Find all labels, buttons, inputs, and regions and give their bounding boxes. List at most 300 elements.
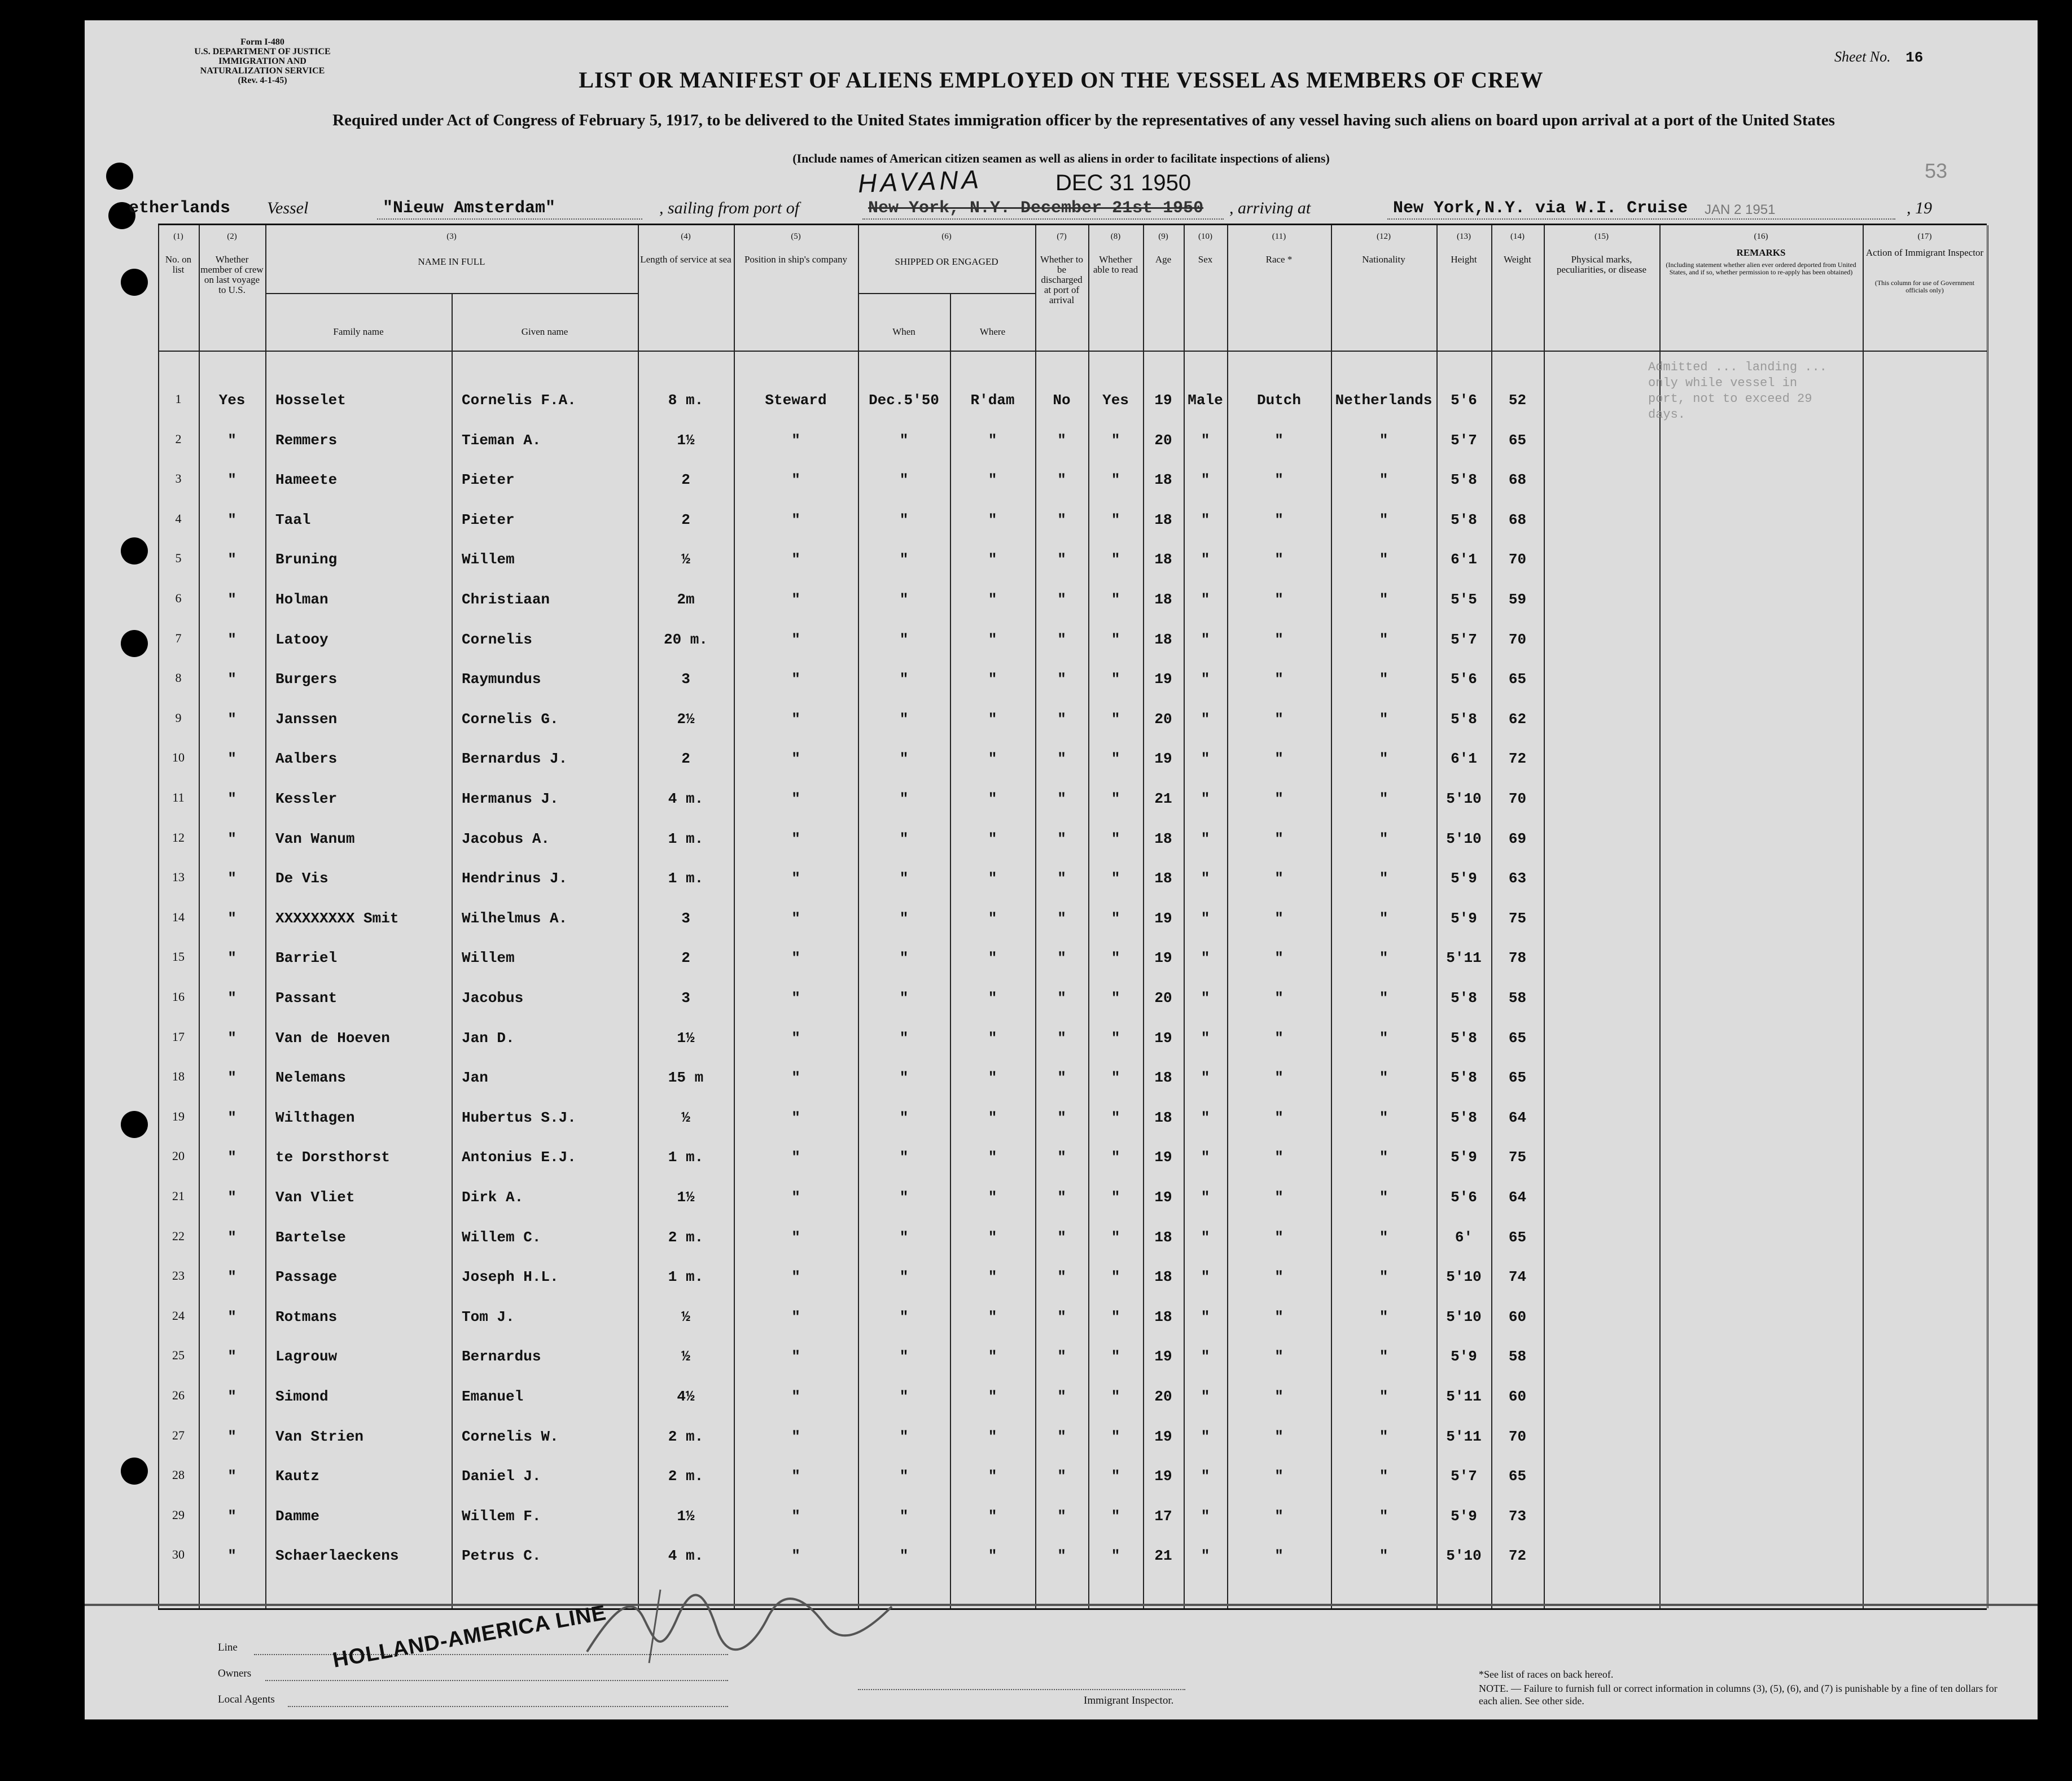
cell-when: " <box>899 631 909 648</box>
cell-discharged: " <box>1057 1268 1066 1286</box>
cell-sex: Male <box>1188 392 1223 409</box>
cell-position: " <box>791 1268 800 1286</box>
cell-when: " <box>899 1109 909 1126</box>
cell-n: 21 <box>172 1189 185 1203</box>
cell-n: 18 <box>172 1069 185 1084</box>
cell-prev: " <box>227 1109 236 1126</box>
cell-family: Bruning <box>275 551 338 568</box>
subheader-divider <box>858 293 1035 294</box>
cell-given: Dirk A. <box>462 1189 524 1206</box>
cell-read: " <box>1111 1228 1120 1246</box>
cell-given: Emanuel <box>462 1388 524 1405</box>
cell-nationality: " <box>1379 551 1388 568</box>
cell-when: " <box>899 1468 909 1485</box>
cell-n: 7 <box>175 631 182 645</box>
cell-weight: 75 <box>1508 1149 1527 1166</box>
cell-height: 5'5 <box>1451 591 1477 608</box>
cell-when: " <box>899 551 909 568</box>
cell-discharged: " <box>1057 1348 1066 1366</box>
cell-read: Yes <box>1102 392 1129 409</box>
cell-position: " <box>791 1228 800 1246</box>
cell-where: " <box>988 710 997 728</box>
cell-read: " <box>1111 471 1120 489</box>
cell-nationality: " <box>1379 990 1388 1007</box>
table-row <box>158 1309 1987 1331</box>
cell-weight: 70 <box>1508 1428 1527 1445</box>
cell-age: 18 <box>1154 591 1172 608</box>
cell-discharged: " <box>1057 471 1066 489</box>
cell-discharged: " <box>1057 1308 1066 1325</box>
cell-given: Daniel J. <box>462 1468 541 1485</box>
cell-height: 6' <box>1455 1228 1473 1246</box>
cell-family: Hameete <box>275 471 338 489</box>
cell-weight: 65 <box>1508 671 1527 688</box>
cell-height: 5'9 <box>1451 870 1477 887</box>
vessel-label: Vessel <box>267 199 309 217</box>
cell-when: " <box>899 1507 909 1525</box>
table-row <box>158 750 1987 773</box>
cell-where: " <box>988 909 997 927</box>
cell-sex: " <box>1201 671 1210 688</box>
cell-sex: " <box>1201 710 1210 728</box>
table-row <box>158 591 1987 614</box>
cell-height: 5'10 <box>1446 830 1482 847</box>
cell-position: " <box>791 949 800 967</box>
cell-race: " <box>1274 431 1283 449</box>
cell-where: R'dam <box>970 392 1015 409</box>
table-row <box>158 631 1987 654</box>
cell-given: Tom J. <box>462 1308 515 1325</box>
cell-age: 19 <box>1154 1468 1172 1485</box>
cell-given: Tieman A. <box>462 431 541 449</box>
cell-sex: " <box>1201 1468 1210 1485</box>
cell-sex: " <box>1201 1109 1210 1126</box>
cell-weight: 65 <box>1508 1029 1527 1047</box>
cell-read: " <box>1111 1428 1120 1445</box>
header-divider <box>158 351 1987 352</box>
cell-read: " <box>1111 511 1120 528</box>
cell-nationality: " <box>1379 431 1388 449</box>
column-header-c11: Race * <box>1265 254 1293 265</box>
cell-weight: 58 <box>1508 1348 1527 1366</box>
cell-height: 5'9 <box>1451 909 1477 927</box>
column-number-c9: (9) <box>1158 232 1168 241</box>
column-header-c16: REMARKS <box>1736 247 1786 258</box>
cell-sex: " <box>1201 431 1210 449</box>
year-label: , 19 <box>1907 199 1932 217</box>
cell-position: " <box>791 830 800 847</box>
cell-family: XXXXXXXXX Smit <box>275 909 399 927</box>
cell-read: " <box>1111 710 1120 728</box>
cell-discharged: " <box>1057 1228 1066 1246</box>
column-subheader-c6-where: Where <box>979 326 1006 337</box>
cell-discharged: " <box>1057 830 1066 847</box>
cell-height: 5'10 <box>1446 1547 1482 1565</box>
cell-n: 3 <box>175 471 182 486</box>
cell-prev: " <box>227 431 236 449</box>
cell-nationality: " <box>1379 1507 1388 1525</box>
cell-sex: " <box>1201 1149 1210 1166</box>
cell-service: 1 m. <box>668 870 704 887</box>
vessel-flag: etherlands <box>129 199 231 218</box>
column-number-c12: (12) <box>1377 232 1391 241</box>
page-title: LIST OR MANIFEST OF ALIENS EMPLOYED ON THE VESSEL AS MEMBERS OF CREW <box>579 67 1544 93</box>
cell-n: 9 <box>175 710 182 725</box>
table-row <box>158 1268 1987 1291</box>
cell-height: 5'9 <box>1451 1348 1477 1366</box>
cell-n: 2 <box>175 431 182 446</box>
cell-position: " <box>791 551 800 568</box>
cell-when: Dec.5'50 <box>869 392 939 409</box>
cell-position: " <box>791 1109 800 1126</box>
arriving-port: New York,N.Y. via W.I. Cruise <box>1393 199 1688 218</box>
cell-nationality: " <box>1379 1268 1388 1286</box>
cell-given: Cornelis F.A. <box>462 392 576 409</box>
cell-nationality: " <box>1379 909 1388 927</box>
cell-sex: " <box>1201 830 1210 847</box>
cell-when: " <box>899 790 909 807</box>
cell-family: Remmers <box>275 431 338 449</box>
column-header-c9: Age <box>1155 254 1172 265</box>
cell-race: " <box>1274 790 1283 807</box>
cell-given: Willem <box>462 551 515 568</box>
cell-family: Kessler <box>275 790 338 807</box>
cell-sex: " <box>1201 1228 1210 1246</box>
cell-where: " <box>988 1189 997 1206</box>
cell-where: " <box>988 1228 997 1246</box>
cell-height: 5'7 <box>1451 631 1477 648</box>
table-row <box>158 1030 1987 1052</box>
cell-sex: " <box>1201 870 1210 887</box>
cell-nationality: " <box>1379 1428 1388 1445</box>
cell-height: 5'10 <box>1446 790 1482 807</box>
cell-read: " <box>1111 1069 1120 1087</box>
cell-height: 5'8 <box>1451 471 1477 489</box>
cell-height: 5'8 <box>1451 511 1477 528</box>
cell-race: " <box>1274 1308 1283 1325</box>
cell-read: " <box>1111 949 1120 967</box>
table-row <box>158 790 1987 813</box>
cell-position: " <box>791 1189 800 1206</box>
cell-given: Jacobus <box>462 990 524 1007</box>
cell-n: 17 <box>172 1029 185 1044</box>
column-header-c12: Nationality <box>1362 254 1405 265</box>
column-header-c15: Physical marks, peculiarities, or disease <box>1556 254 1647 275</box>
cell-nationality: " <box>1379 1348 1388 1366</box>
cell-given: Christiaan <box>462 591 550 608</box>
cell-read: " <box>1111 1149 1120 1166</box>
cell-age: 19 <box>1154 750 1172 768</box>
cell-service: 3 <box>681 671 690 688</box>
service-name: IMMIGRATION AND NATURALIZATION SERVICE <box>200 56 325 76</box>
cell-prev: " <box>227 591 236 608</box>
cell-position: Steward <box>765 392 827 409</box>
cell-weight: 63 <box>1508 870 1527 887</box>
cell-read: " <box>1111 1547 1120 1565</box>
cell-when: " <box>899 1348 909 1366</box>
cell-family: Van Strien <box>275 1428 364 1445</box>
cell-race: " <box>1274 1468 1283 1485</box>
sheet-label: Sheet No. <box>1834 49 1891 65</box>
cell-n: 20 <box>172 1149 185 1163</box>
handwritten-port: HAVANA <box>857 164 983 198</box>
cell-service: 3 <box>681 909 690 927</box>
cell-prev: " <box>227 671 236 688</box>
cell-read: " <box>1111 551 1120 568</box>
cell-n: 14 <box>172 909 185 924</box>
sailing-port: New York, N.Y. December 21st 1950 <box>868 199 1204 218</box>
cell-given: Raymundus <box>462 671 541 688</box>
cell-age: 20 <box>1154 710 1172 728</box>
cell-family: te Dorsthorst <box>275 1149 390 1166</box>
cell-given: Joseph H.L. <box>462 1268 559 1286</box>
cell-where: " <box>988 949 997 967</box>
cell-race: " <box>1274 471 1283 489</box>
cell-prev: " <box>227 1348 236 1366</box>
cell-read: " <box>1111 1029 1120 1047</box>
cell-discharged: " <box>1057 750 1066 768</box>
cell-age: 21 <box>1154 790 1172 807</box>
cell-given: Pieter <box>462 471 515 489</box>
cell-n: 15 <box>172 949 185 964</box>
cell-position: " <box>791 750 800 768</box>
cell-nationality: " <box>1379 1109 1388 1126</box>
cell-weight: 73 <box>1508 1507 1527 1525</box>
column-header-c10: Sex <box>1198 254 1213 265</box>
cell-prev: " <box>227 511 236 528</box>
cell-service: ½ <box>681 1109 690 1126</box>
cell-service: 1½ <box>677 431 695 449</box>
cell-when: " <box>899 710 909 728</box>
cell-service: 4 m. <box>668 790 704 807</box>
cell-race: " <box>1274 1109 1283 1126</box>
cell-nationality: " <box>1379 1228 1388 1246</box>
cell-n: 16 <box>172 990 185 1004</box>
cell-age: 18 <box>1154 870 1172 887</box>
column-header-c5: Position in ship's company <box>744 254 848 265</box>
cell-given: Bernardus <box>462 1348 541 1366</box>
cell-race: " <box>1274 671 1283 688</box>
cell-age: 18 <box>1154 1268 1172 1286</box>
cell-sex: " <box>1201 1388 1210 1405</box>
cell-position: " <box>791 431 800 449</box>
cell-family: Passage <box>275 1268 338 1286</box>
cell-where: " <box>988 750 997 768</box>
cell-race: " <box>1274 511 1283 528</box>
cell-n: 30 <box>172 1547 185 1562</box>
cell-when: " <box>899 591 909 608</box>
column-header-c3: NAME IN FULL <box>418 256 485 267</box>
cell-when: " <box>899 671 909 688</box>
cell-where: " <box>988 1547 997 1565</box>
cell-when: " <box>899 1428 909 1445</box>
cell-service: 15 m <box>668 1069 704 1087</box>
column-header-c2: Whether member of crew on last voyage to U.S. <box>200 254 264 295</box>
footer-divider <box>85 1604 2038 1606</box>
cell-where: " <box>988 511 997 528</box>
cell-when: " <box>899 1189 909 1206</box>
column-number-c7: (7) <box>1057 232 1067 241</box>
arrival-stamp: JAN 2 1951 <box>1705 202 1776 217</box>
cell-sex: " <box>1201 511 1210 528</box>
cell-weight: 78 <box>1508 949 1527 967</box>
cell-when: " <box>899 1388 909 1405</box>
cell-age: 21 <box>1154 1547 1172 1565</box>
cell-weight: 75 <box>1508 909 1527 927</box>
cell-when: " <box>899 870 909 887</box>
cell-when: " <box>899 1308 909 1325</box>
cell-read: " <box>1111 1388 1120 1405</box>
cell-age: 19 <box>1154 1029 1172 1047</box>
cell-race: " <box>1274 1069 1283 1087</box>
cell-given: Bernardus J. <box>462 750 568 768</box>
cell-weight: 60 <box>1508 1388 1527 1405</box>
cell-prev: " <box>227 830 236 847</box>
cell-read: " <box>1111 750 1120 768</box>
cell-age: 20 <box>1154 990 1172 1007</box>
cell-where: " <box>988 1308 997 1325</box>
table-row <box>158 949 1987 972</box>
table-row <box>158 870 1987 892</box>
cell-service: 2 m. <box>668 1228 704 1246</box>
table-row <box>158 1348 1987 1371</box>
cell-nationality: " <box>1379 1029 1388 1047</box>
cell-discharged: " <box>1057 870 1066 887</box>
cell-position: " <box>791 1069 800 1087</box>
table-row <box>158 1428 1987 1451</box>
column-subheader-c16: (Including statement whether alien ever ordered deported from United States, and if so, whether permission to re-apply has been obtained) <box>1666 261 1856 276</box>
cell-service: 2m <box>677 591 695 608</box>
column-number-c4: (4) <box>681 232 691 241</box>
cell-prev: " <box>227 1268 236 1286</box>
column-subheader-c17: (This column for use of Government officials only) <box>1874 279 1975 294</box>
cell-read: " <box>1111 631 1120 648</box>
cell-where: " <box>988 1109 997 1126</box>
column-subheader-c6-when: When <box>892 326 915 337</box>
cell-where: " <box>988 631 997 648</box>
cell-when: " <box>899 1149 909 1166</box>
table-row <box>158 910 1987 933</box>
cell-age: 20 <box>1154 1388 1172 1405</box>
cell-position: " <box>791 1029 800 1047</box>
cell-discharged: " <box>1057 1468 1066 1485</box>
column-number-c1: (1) <box>173 232 183 241</box>
cell-n: 19 <box>172 1109 185 1123</box>
cell-race: " <box>1274 1189 1283 1206</box>
cell-when: " <box>899 431 909 449</box>
cell-age: 18 <box>1154 631 1172 648</box>
cell-height: 5'8 <box>1451 1109 1477 1126</box>
cell-given: Cornelis G. <box>462 710 559 728</box>
page-stamp: 53 <box>1925 159 1948 182</box>
cell-nationality: " <box>1379 631 1388 648</box>
column-number-c5: (5) <box>791 232 801 241</box>
table-row <box>158 1547 1987 1570</box>
cell-nationality: Netherlands <box>1335 392 1433 409</box>
column-header-c4: Length of service at sea <box>640 254 731 265</box>
cell-sex: " <box>1201 790 1210 807</box>
cell-discharged: " <box>1057 990 1066 1007</box>
cell-nationality: " <box>1379 1388 1388 1405</box>
cell-where: " <box>988 1388 997 1405</box>
cell-weight: 70 <box>1508 551 1527 568</box>
cell-service: ½ <box>681 551 690 568</box>
cell-service: 1½ <box>677 1189 695 1206</box>
remarks-note: Admitted ... landing ... only while vessel in port, not to exceed 29 days. <box>1648 360 1827 422</box>
line-label: Line <box>218 1642 238 1653</box>
cell-nationality: " <box>1379 511 1388 528</box>
cell-weight: 60 <box>1508 1308 1527 1325</box>
date-stamp: DEC 31 1950 <box>1055 170 1191 195</box>
cell-read: " <box>1111 990 1120 1007</box>
cell-prev: " <box>227 1428 236 1445</box>
cell-prev: " <box>227 870 236 887</box>
cell-family: Holman <box>275 591 328 608</box>
cell-height: 5'11 <box>1446 1388 1482 1405</box>
cell-height: 5'8 <box>1451 1069 1477 1087</box>
cell-where: " <box>988 1149 997 1166</box>
cell-family: Latooy <box>275 631 328 648</box>
column-number-c15: (15) <box>1594 232 1609 241</box>
column-header-c14: Weight <box>1504 254 1531 265</box>
cell-sex: " <box>1201 631 1210 648</box>
column-header-c6: SHIPPED OR ENGAGED <box>895 256 998 267</box>
cell-given: Jacobus A. <box>462 830 550 847</box>
cell-when: " <box>899 830 909 847</box>
cell-where: " <box>988 431 997 449</box>
cell-weight: 52 <box>1508 392 1527 409</box>
punch-hole <box>121 537 148 565</box>
cell-nationality: " <box>1379 830 1388 847</box>
cell-sex: " <box>1201 1029 1210 1047</box>
cell-where: " <box>988 1428 997 1445</box>
cell-family: Damme <box>275 1507 320 1525</box>
cell-where: " <box>988 1029 997 1047</box>
cell-sex: " <box>1201 1268 1210 1286</box>
cell-discharged: " <box>1057 1428 1066 1445</box>
cell-service: 20 m. <box>663 631 708 648</box>
cell-sex: " <box>1201 1428 1210 1445</box>
cell-age: 19 <box>1154 392 1172 409</box>
cell-given: Jan <box>462 1069 488 1087</box>
cell-sex: " <box>1201 990 1210 1007</box>
cell-race: " <box>1274 909 1283 927</box>
column-number-c3: (3) <box>446 232 457 241</box>
cell-discharged: " <box>1057 631 1066 648</box>
cell-where: " <box>988 830 997 847</box>
cell-nationality: " <box>1379 870 1388 887</box>
cell-height: 5'8 <box>1451 1029 1477 1047</box>
cell-n: 29 <box>172 1507 185 1522</box>
cell-age: 20 <box>1154 431 1172 449</box>
cell-when: " <box>899 949 909 967</box>
table-row <box>158 551 1987 574</box>
cell-discharged: " <box>1057 1149 1066 1166</box>
cell-position: " <box>791 631 800 648</box>
cell-weight: 59 <box>1508 591 1527 608</box>
cell-discharged: " <box>1057 671 1066 688</box>
cell-when: " <box>899 1268 909 1286</box>
agents-field <box>288 1705 728 1707</box>
cell-weight: 68 <box>1508 511 1527 528</box>
cell-race: " <box>1274 1268 1283 1286</box>
cell-family: De Vis <box>275 870 328 887</box>
cell-prev: " <box>227 1189 236 1206</box>
column-number-c2: (2) <box>227 232 237 241</box>
cell-service: 4 m. <box>668 1547 704 1565</box>
cell-prev: Yes <box>218 392 246 409</box>
cell-given: Wilhelmus A. <box>462 909 568 927</box>
